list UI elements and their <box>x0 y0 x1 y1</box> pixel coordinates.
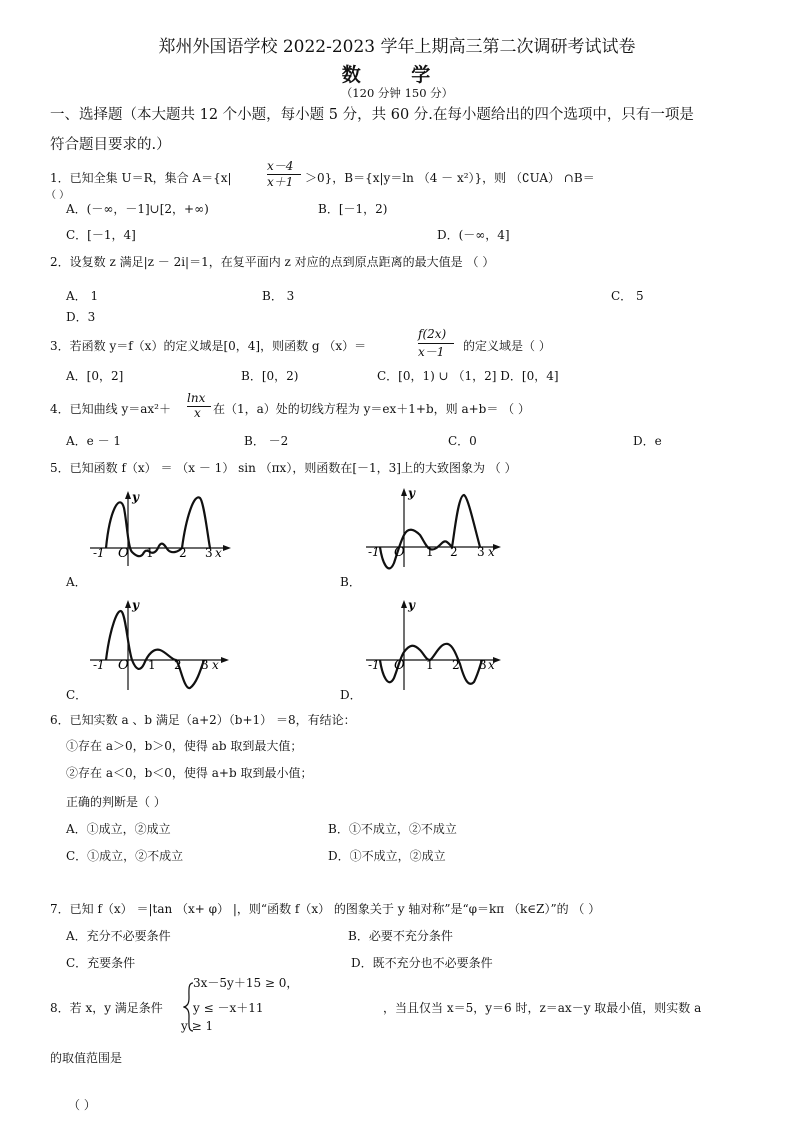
q5a-tick-1: 1 <box>146 546 154 560</box>
q1-option-d: D．(－∞，4] <box>437 228 510 242</box>
q7-option-c: C．充要条件 <box>66 956 136 970</box>
q2-option-d: D．3 <box>66 310 96 324</box>
q6-statement-2: ②存在 a＜0，b＜0，使得 a+b 取到最小值； <box>66 766 313 780</box>
q6-option-d: D．①不成立，②成立 <box>328 849 446 863</box>
q6-judge: 正确的判断是（ ） <box>66 795 166 809</box>
q1-frac-den: x＋1 <box>267 175 294 189</box>
q5d-ylabel: y <box>408 598 415 612</box>
q4-option-c: C．0 <box>448 434 477 448</box>
q3-stem: 3．若函数 y＝f（x）的定义域是[0，4]，则函数 g （x）＝ <box>50 339 367 353</box>
q3-frac-num: f(2x) <box>418 327 447 341</box>
q5-graph-a <box>88 488 238 568</box>
q4-option-a: A．e － 1 <box>66 434 122 448</box>
q6-option-c: C．①成立，②不成立 <box>66 849 184 863</box>
q5c-ylabel: y <box>132 598 139 612</box>
q4-stem-after: 在（1，a）处的切线方程为 y＝ex＋1+b，则 a+b＝ （ ） <box>213 402 530 416</box>
time-score: （120 分钟 150 分） <box>340 86 454 100</box>
q5c-xlabel: x <box>212 658 219 672</box>
q5c-origin: O <box>118 658 129 673</box>
subject-title: 数 学 <box>341 64 453 86</box>
q5b-ylabel: y <box>408 486 415 500</box>
section-heading-line2: 符合题目要求的.） <box>50 137 171 153</box>
q5a-tick-m1: -1 <box>93 546 105 560</box>
q5b-tick-2: 2 <box>450 545 458 559</box>
q8-stem-after: ，当且仅当 x＝5，y＝6 时，z＝ax－y 取最小值，则实数 a <box>383 1001 702 1015</box>
q5-option-c: C． <box>66 688 88 702</box>
q3-option-a: A．[0，2] <box>66 369 124 383</box>
q1-option-c: C．[－1，4] <box>66 228 136 242</box>
q2-stem: 2．设复数 z 满足|z － 2i|＝1，在复平面内 z 对应的点到原点距离的最大值是 （ ） <box>50 255 495 269</box>
q5-graph-d <box>364 598 514 693</box>
q8-constraint-3: y ≥ 1 <box>181 1019 214 1033</box>
q7-stem: 7．已知 f（x） ＝|tan （x+ φ） |，则“函数 f（x） 的图象关于 y 轴对称”是“φ＝kπ （k∈Z）”的 （ ） <box>50 902 601 916</box>
q5d-tick-1: 1 <box>426 658 434 672</box>
q2-option-a: A． 1 <box>66 289 99 303</box>
q8-line2: 的取值范围是 <box>50 1051 123 1065</box>
exam-title: 郑州外国语学校 2022-2023 学年上期高三第二次调研考试试卷 <box>158 37 636 57</box>
q5-option-b: B． <box>340 575 361 589</box>
q4-stem: 4．已知曲线 y＝ax²＋ <box>50 402 171 416</box>
q5d-tick-3: 3 <box>479 658 487 672</box>
q5c-tick-3: 3 <box>201 658 209 672</box>
q4-option-b: B． －2 <box>244 434 289 448</box>
q1-frac-num: x－4 <box>267 159 294 173</box>
q5-option-d: D． <box>340 688 362 702</box>
q5-stem: 5．已知函数 f（x） ＝ （x － 1） sin （πx），则函数在[－1，3]上的大致图象为 （ ） <box>50 461 517 475</box>
q5a-origin: O <box>118 546 129 561</box>
q4-frac-den: x <box>194 406 201 420</box>
q5d-tick-m1: -1 <box>368 658 380 672</box>
q4-frac-num: lnx <box>187 391 206 405</box>
q5a-tick-2: 2 <box>179 546 187 560</box>
section-heading-line1: 一、选择题（本大题共 12 个小题，每小题 5 分，共 60 分.在每小题给出的四个选项中，只有一项是 <box>50 107 694 123</box>
q5-graph-b <box>364 485 514 570</box>
q5c-tick-1: 1 <box>148 658 156 672</box>
q8-paren: （ ） <box>68 1098 96 1112</box>
q1-paren: （ ） <box>46 190 70 201</box>
q7-option-b: B．必要不充分条件 <box>348 929 453 943</box>
q6-stem: 6．已知实数 a 、b 满足（a+2）（b+1） ＝8，有结论： <box>50 713 356 727</box>
q5b-xlabel: x <box>488 545 495 559</box>
q5d-tick-2: 2 <box>452 658 460 672</box>
q4-option-d: D．e <box>633 434 662 448</box>
q5c-tick-m1: -1 <box>93 658 105 672</box>
q8-stem: 8．若 x，y 满足条件 <box>50 1001 163 1015</box>
q6-option-a: A．①成立，②成立 <box>66 822 171 836</box>
q3-option-b: B．[0，2) <box>241 369 299 383</box>
q5b-tick-3: 3 <box>477 545 485 559</box>
q5b-tick-1: 1 <box>426 545 434 559</box>
q5-option-a: A． <box>66 575 87 589</box>
q5a-tick-3: 3 <box>205 546 213 560</box>
q5d-origin: O <box>394 658 405 673</box>
q7-option-d: D．既不充分也不必要条件 <box>351 956 493 970</box>
q8-constraint-1: 3x－5y＋15 ≥ 0， <box>193 976 299 990</box>
q5c-tick-2: 2 <box>174 658 182 672</box>
q3-option-cd: C．[0，1) ∪ （1，2] D．[0，4] <box>377 369 559 383</box>
q1-option-b: B．[－1，2) <box>318 202 388 216</box>
q2-option-b: B． 3 <box>262 289 295 303</box>
q5-graph-c <box>88 598 238 693</box>
q1-stem-after: ＞0}，B＝{x|y＝ln （4 － x²）}，则 （∁UA） ∩B＝ <box>305 171 595 185</box>
q6-statement-1: ①存在 a＞0，b＞0，使得 ab 取到最大值； <box>66 739 303 753</box>
q7-option-a: A．充分不必要条件 <box>66 929 171 943</box>
q3-stem-after: 的定义域是（ ） <box>463 339 551 353</box>
q5b-tick-m1: -1 <box>368 545 380 559</box>
q5a-xlabel: x <box>215 546 222 560</box>
q6-option-b: B．①不成立，②不成立 <box>328 822 457 836</box>
q8-constraint-2: y ≤ －x＋11 <box>193 1001 264 1015</box>
q3-frac-den: x－1 <box>418 345 445 359</box>
q5b-origin: O <box>394 545 405 560</box>
q5d-xlabel: x <box>488 658 495 672</box>
q1-stem: 1．已知全集 U＝R，集合 A＝{x| <box>50 171 232 185</box>
q1-option-a: A．(－∞，－1]∪[2，+∞) <box>66 202 209 216</box>
q2-option-c: C． 5 <box>611 289 644 303</box>
q5a-ylabel: y <box>132 490 139 504</box>
